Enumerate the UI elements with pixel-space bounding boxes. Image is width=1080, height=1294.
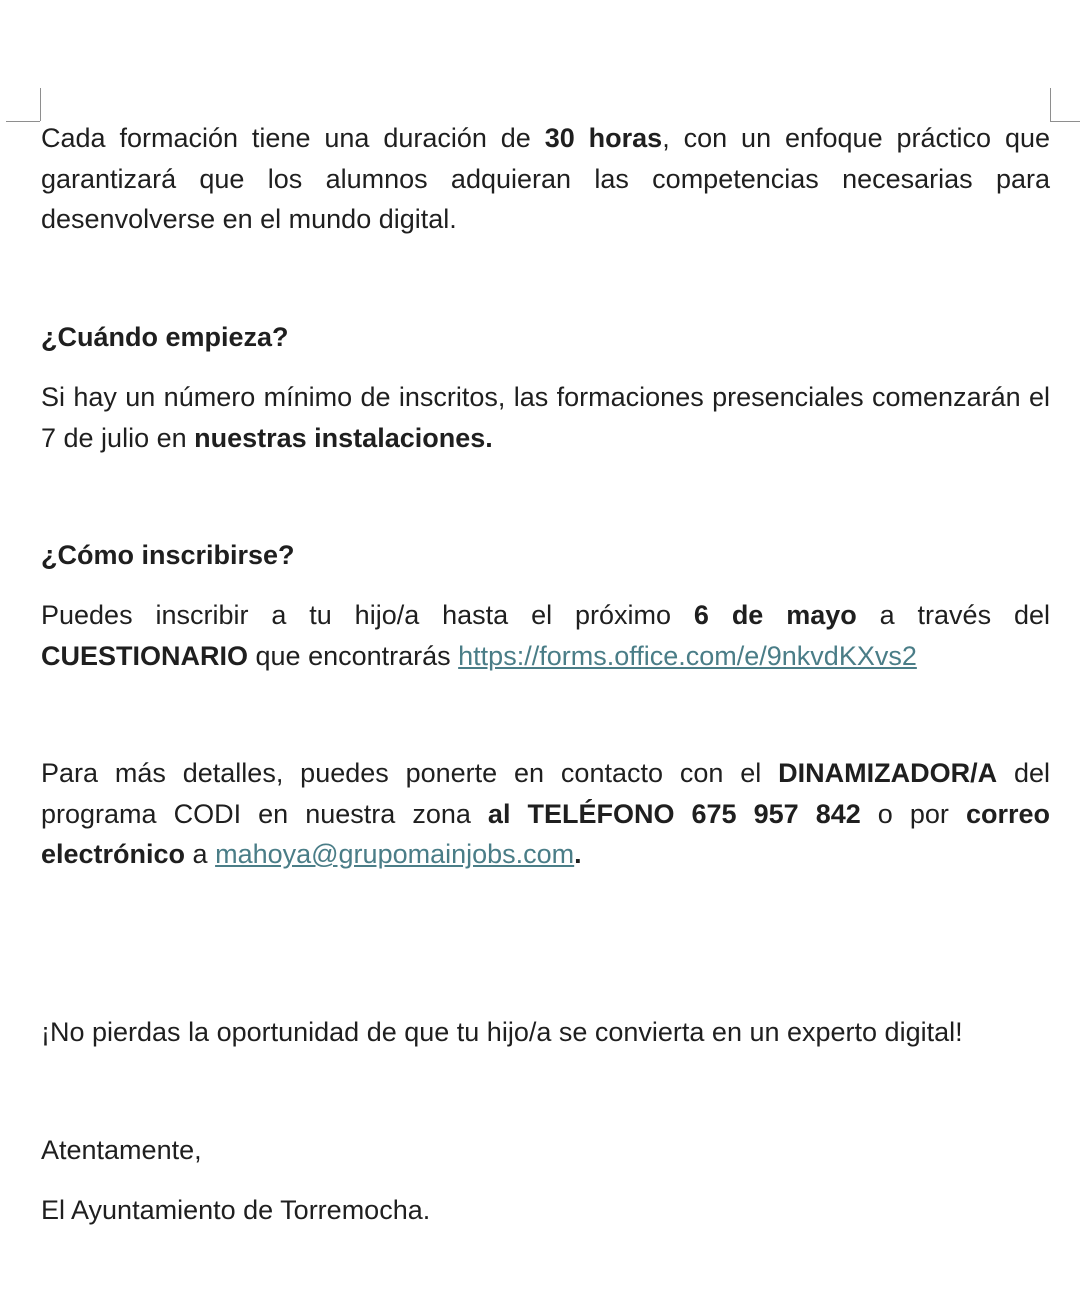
email-link[interactable]: mahoya@grupomainjobs.com <box>215 839 575 869</box>
signoff: Atentamente, <box>41 1135 202 1165</box>
form-link[interactable]: https://forms.office.com/e/9nkvdKXvs2 <box>458 640 917 671</box>
paragraph-enroll <box>41 595 1050 676</box>
paragraph-text: que encontrarás <box>248 640 459 671</box>
paragraph-text: Para más detalles, puedes ponerte en contacto con el <box>41 758 779 788</box>
paragraph-text: Puedes inscribir a tu hijo/a hasta el próximo <box>41 600 694 630</box>
paragraph-closing: ¡No pierdas la oportunidad de que tu hijo/a se convierta en un experto digital! <box>41 1017 963 1047</box>
signature: El Ayuntamiento de Torremocha. <box>41 1195 431 1225</box>
bold-questionnaire: CUESTIONARIO <box>41 640 249 671</box>
bold-email-label: correo electrónico <box>41 798 1050 869</box>
margin-corner-top-right <box>1050 88 1051 121</box>
bold-coordinator: DINAMIZADOR/A <box>778 758 998 788</box>
bold-hours: 30 horas <box>544 123 663 153</box>
paragraph-text: , con un enfoque práctico que garantizará que los alumnos adquieran las competencias necesarias para desenvolverse en el mundo digital. <box>41 123 1050 234</box>
paragraph-text: a <box>185 839 216 869</box>
heading-how-to-enroll: ¿Cómo inscribirse? <box>41 540 295 570</box>
bold-deadline: 6 de mayo <box>693 600 857 630</box>
paragraph-duration <box>41 118 1050 240</box>
bold-location: nuestras instalaciones. <box>194 422 493 453</box>
margin-corner-top-left <box>40 88 41 121</box>
paragraph-text: Cada formación tiene una duración de <box>41 123 545 153</box>
paragraph-text: o por <box>860 798 966 829</box>
paragraph-text: a través del <box>856 600 1050 630</box>
paragraph-text: del programa CODI en nuestra zona <box>41 758 1050 829</box>
margin-corner-top-right <box>1050 121 1080 122</box>
paragraph-period: . <box>574 839 582 869</box>
paragraph-start-date <box>41 377 1050 458</box>
bold-phone: al TELÉFONO 675 957 842 <box>487 798 861 829</box>
paragraph-text: Si hay un número mínimo de inscritos, las formaciones presenciales comenzarán el 7 de julio en <box>41 382 1050 453</box>
heading-when-starts: ¿Cuándo empieza? <box>41 322 289 352</box>
margin-corner-top-left <box>6 121 40 122</box>
paragraph-contact <box>41 753 1050 875</box>
